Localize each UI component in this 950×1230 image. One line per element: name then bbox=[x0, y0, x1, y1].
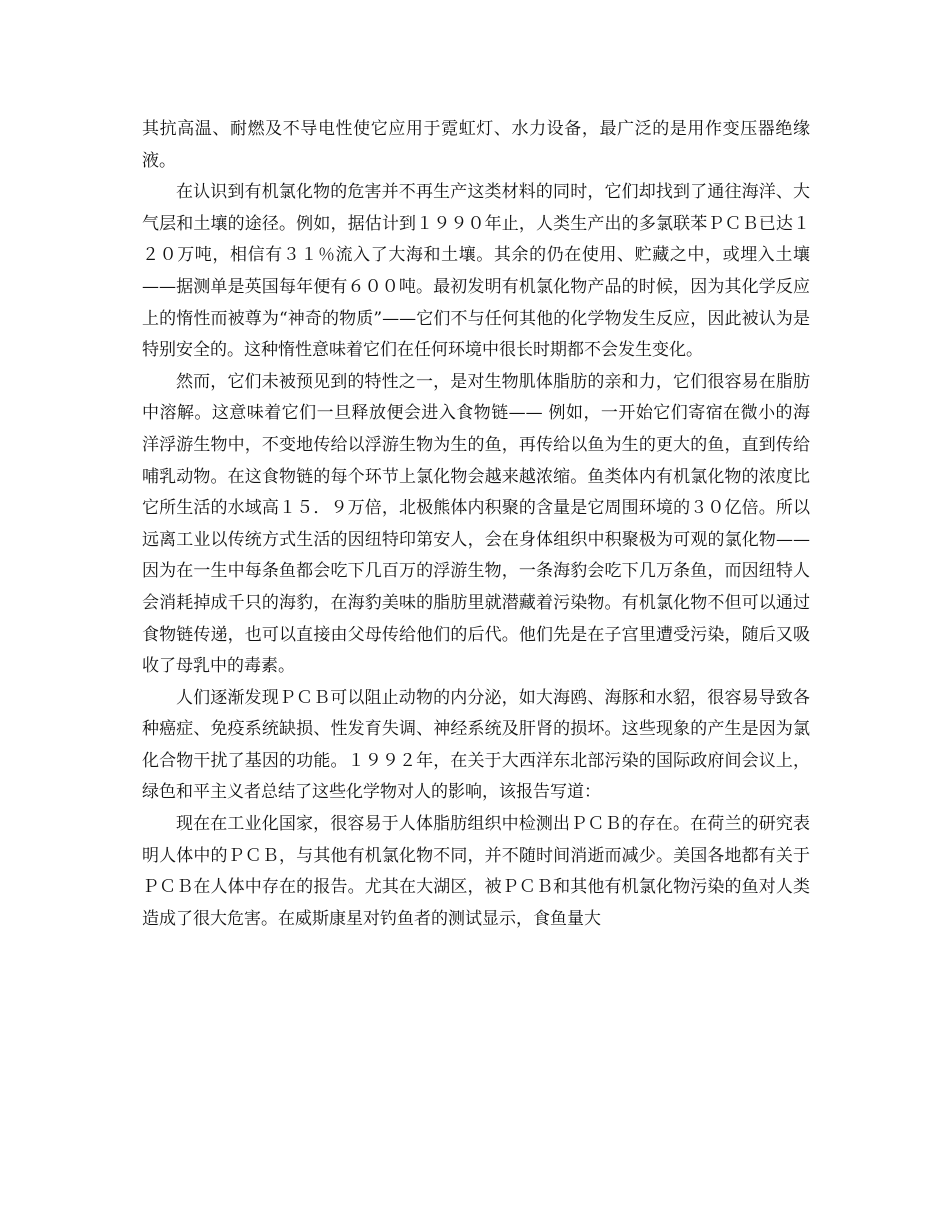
paragraph-2: 在认识到有机氯化物的危害并不再生产这类材料的同时，它们却找到了通往海洋、大气层和土壤的途径。例如，据估计到１９９０年止，人类生产出的多氯联苯ＰＣＢ已达１２０万吨，相信有３１％流入了大海和土壤。其余的仍在使用、贮藏之中，或埋入土壤——据测单是英国每年便有６００吨。最初发明有机氯化物产品的时候，因为其化学反应上的惰性而被尊为“神奇的物质”——它们不与任何其他的化学物发生反应，因此被认为是特别安全的。这种惰性意味着它们在任何环境中很长时期都不会发生变化。 bbox=[142, 182, 810, 361]
paragraph-3: 然而，它们未被预见到的特性之一，是对生物肌体脂肪的亲和力，它们很容易在脂肪中溶解。这意味着它们一旦释放便会进入食物链—— 例如，一开始它们寄宿在微小的海洋浮游生物中，不变地传给以浮游生物为生的鱼，再传给以鱼为生的更大的鱼，直到传给哺乳动物。在这食物链的每个环节上氯化物会越来越浓缩。鱼类体内有机氯化物的浓度比它所生活的水域高１５．９万倍，北极熊体内积聚的含量是它周围环境的３０亿倍。所以远离工业以传统方式生活的因纽特印第安人，会在身体组织中积聚极为可观的氯化物——因为在一生中每条鱼都会吃下几百万的浮游生物，一条海豹会吃下几万条鱼，而因纽特人会消耗掉成千只的海豹，在海豹美味的脂肪里就潜藏着污染物。有机氯化物不但可以通过食物链传递，也可以直接由父母传给他们的后代。他们先是在子宫里遭受污染，随后又吸收了母乳中的毒素。 bbox=[142, 371, 810, 677]
paragraph-5: 现在在工业化国家，很容易于人体脂肪组织中检测出ＰＣＢ的存在。在荷兰的研究表明人体中的ＰＣＢ，与其他有机氯化物不同，并不随时间消逝而减少。美国各地都有关于ＰＣＢ在人体中存在的报告。尤其在大湖区，被ＰＣＢ和其他有机氯化物污染的鱼对人类造成了很大危害。在威斯康星对钓鱼者的测试显示，食鱼量大 bbox=[142, 814, 810, 929]
paragraph-1: 其抗高温、耐燃及不导电性使它应用于霓虹灯、水力设备，最广泛的是用作变压器绝缘液。 bbox=[142, 119, 810, 171]
paragraph-4: 人们逐渐发现ＰＣＢ可以阻止动物的内分泌，如大海鸥、海豚和水貂，很容易导致各种癌症、免疫系统缺损、性发育失调、神经系统及肝肾的损坏。这些现象的产生是因为氯化合物干扰了基因的功能。１９９２年，在关于大西洋东北部污染的国际政府间会议上，绿色和平主义者总结了这些化学物对人的影响，该报告写道： bbox=[142, 687, 810, 803]
document-body bbox=[142, 114, 810, 935]
